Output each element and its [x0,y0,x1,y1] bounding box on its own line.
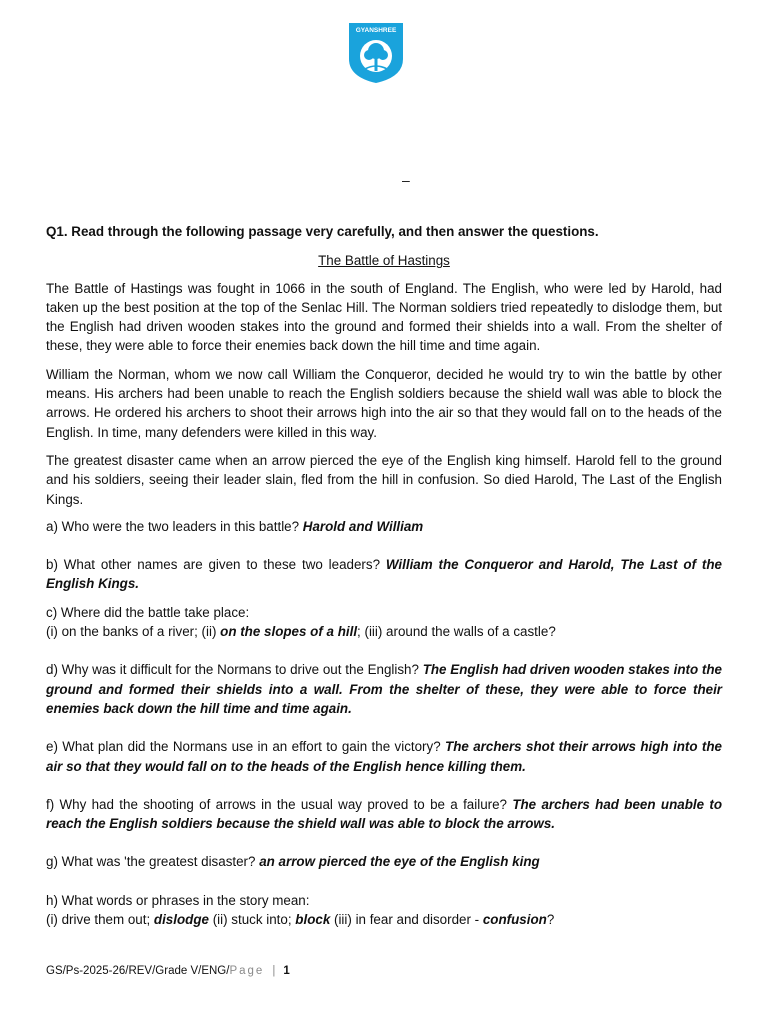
passage-title: The Battle of Hastings [318,253,450,269]
answer-g: an arrow pierced the eye of the English king [259,854,540,870]
passage-paragraph-1: The Battle of Hastings was fought in 1066 in the south of England. The English, who were led by Harold, had taken up the best position at the top of the Senlac Hill. The Norman soldiers tried repeatedly to dislodge them, but the English had driven wooden stakes into the ground and formed their shields into a wall. From the shelter of these, they were able to force their enemies back down the hill time and time again. [46,280,722,354]
question-b: b) What other names are given to these two leaders? William the Conqueror and Harold, The Last of the English Kings. [46,557,722,592]
school-logo [345,19,407,85]
question-d: d) Why was it difficult for the Normans to drive out the English? The English had driven wooden stakes into the ground and formed their shields into a wall. From the shelter of these, they were able to force their enemies back down the hill time and time again. [46,662,722,716]
answer-e: The archers shot their arrows high into the air so that they would fall on to the heads of the English hence killing them. [46,739,722,774]
footer-divider: | [272,965,276,977]
answer-a: Harold and William [302,518,424,534]
passage-paragraph-2: William the Norman, whom we now call William the Conqueror, decided he would try to win the battle by other means. His archers had been unable to reach the English soldiers because the shield wall was able to block the arrows. He ordered his archers to shoot their arrows high into the air so that they would fall on to the heads of the English. In time, many defenders were killed in this way. [46,366,722,440]
question-heading: Q1. Read through the following passage very carefully, and then answer the questions. [46,224,599,239]
question-e: e) What plan did the Normans use in an effort to gain the victory? The archers shot their arrows high into the air so that they would fall on to the heads of the English hence killing them. [46,739,722,774]
page-label: Page [229,965,265,977]
answer-h-3: confusion [482,912,547,928]
question-f: f) Why had the shooting of arrows in the usual way proved to be a failure? The archers had been unable to reach the English soldiers because the shield wall was able to block the arrows. [46,796,722,832]
answer-b: William the Conqueror and Harold, The Last of the English Kings. [46,557,722,592]
worksheet-content [46,222,722,929]
answer-f: The archers had been unable to reach the English soldiers because the shield wall was able to block the arrows. [46,796,722,832]
page-number: 1 [283,965,290,977]
document-code: GS/Ps-2025-26/REV/Grade V/ENG/ [46,965,230,977]
logo-text: GYANSHREE [355,27,397,34]
question-a: a) Who were the two leaders in this battle? Harold and William [46,518,424,534]
question-c: c) Where did the battle take place: (i) on the banks of a river; (ii) on the slopes of a hill; (iii) around the walls of a castle? [46,604,556,640]
passage-paragraph-3: The greatest disaster came when an arrow pierced the eye of the English king himself. Harold fell to the ground and his soldiers, seeing their leader slain, fled from the hill in confusion. So died Harold, The Last of the English Kings. [46,452,722,507]
question-g: g) What was 'the greatest disaster? an arrow pierced the eye of the English king [46,854,540,870]
answer-h-2: block [295,912,331,928]
question-h: h) What words or phrases in the story mean: (i) drive them out; dislodge (ii) stuck into; block (iii) in fear and disorder - confusion? [46,892,555,928]
answer-c: on the slopes of a hill [220,624,358,640]
answer-h-1: dislodge [153,912,209,928]
answer-d: The English had driven wooden stakes into the ground and formed their shields into a wall. From the shelter of these, they were able to force their enemies back down the hill time and time again. [46,662,722,716]
separator-dash: – [402,172,410,188]
page-footer [46,965,290,977]
